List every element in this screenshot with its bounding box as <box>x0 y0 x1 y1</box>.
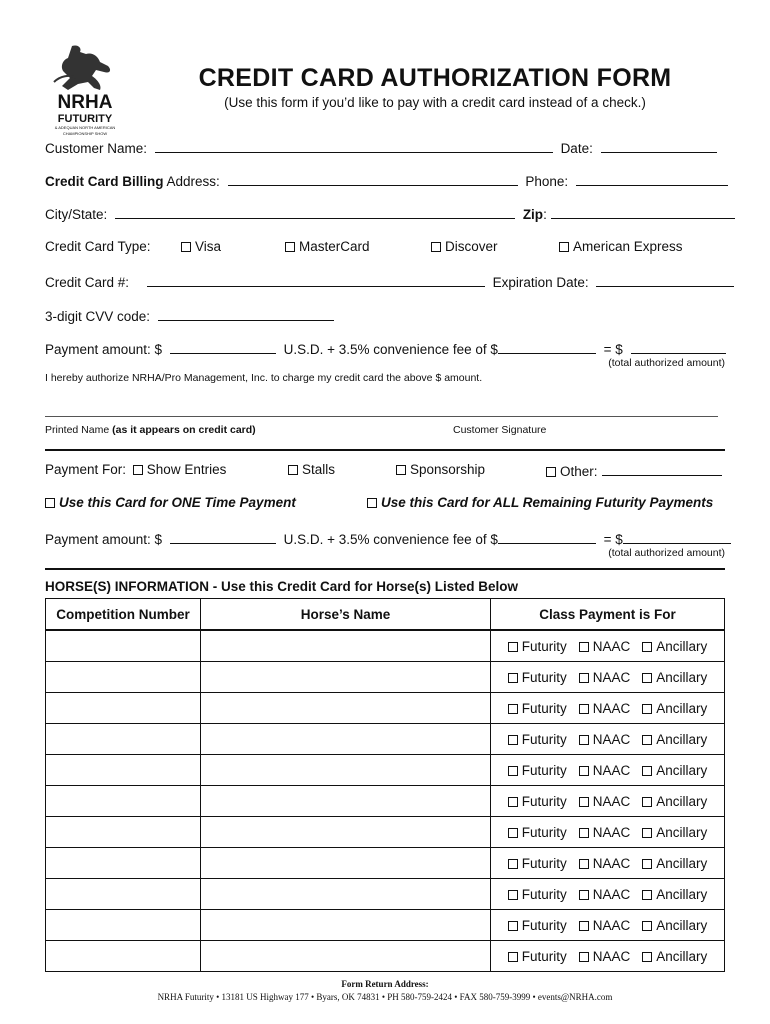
horse-name-cell[interactable] <box>201 630 491 662</box>
class-payment-cell <box>491 630 725 662</box>
table-row <box>46 724 725 755</box>
table-row <box>46 693 725 724</box>
footer-address: NRHA Futurity • 13181 US Highway 177 • Byars, OK 74831 • PH 580-759-2424 • FAX 580-759-3999 • events@NRHA.com <box>157 992 613 1002</box>
class-checkbox[interactable] <box>642 797 652 807</box>
billing-label-rest: Address: <box>163 174 220 189</box>
mastercard-checkbox[interactable] <box>285 242 295 252</box>
phone-label: Phone: <box>525 174 569 189</box>
payment-amount-field[interactable] <box>170 340 276 354</box>
competition-number-cell[interactable] <box>46 848 201 879</box>
competition-number-cell[interactable] <box>46 755 201 786</box>
class-option-ancillary[interactable]: Ancillary <box>642 949 707 964</box>
class-checkbox[interactable] <box>508 828 518 838</box>
city-state-label: City/State: <box>45 207 108 222</box>
expiration-label: Expiration Date: <box>492 275 589 290</box>
horse-info-heading: HORSE(S) INFORMATION - Use this Credit Card for Horse(s) Listed Below <box>45 579 519 594</box>
class-payment-cell <box>491 755 725 786</box>
payment-for-label: Payment For: <box>45 462 127 477</box>
class-checkbox[interactable] <box>508 642 518 652</box>
billing-address-field[interactable] <box>228 172 518 186</box>
footer-label: Form Return Address: <box>341 979 429 989</box>
card-use-row <box>45 495 725 510</box>
class-option-ancillary[interactable]: Ancillary <box>642 825 707 840</box>
class-checkbox[interactable] <box>642 673 652 683</box>
col-horse-name: Horse’s Name <box>201 599 491 631</box>
signature-line[interactable] <box>45 416 718 417</box>
class-payment-cell <box>491 941 725 972</box>
table-row <box>46 817 725 848</box>
table-row <box>46 879 725 910</box>
card-number-label: Credit Card #: <box>45 275 130 290</box>
cvv-row <box>45 307 725 324</box>
all-remaining-checkbox[interactable] <box>367 498 377 508</box>
payment-amount-row-1 <box>45 340 725 357</box>
class-checkbox[interactable] <box>642 952 652 962</box>
competition-number-cell[interactable] <box>46 817 201 848</box>
equals-label-2: = $ <box>603 532 623 547</box>
equals-label: = $ <box>603 342 623 357</box>
class-payment-cell <box>491 693 725 724</box>
class-option-futurity[interactable]: Futurity <box>508 825 567 840</box>
class-checkbox[interactable] <box>508 673 518 683</box>
class-payment-cell <box>491 786 725 817</box>
class-option-ancillary[interactable]: Ancillary <box>642 670 707 685</box>
fee-field[interactable] <box>498 340 596 354</box>
class-checkbox[interactable] <box>579 642 589 652</box>
class-payment-cell <box>491 662 725 693</box>
class-option-ancillary[interactable]: Ancillary <box>642 732 707 747</box>
class-checkbox[interactable] <box>642 642 652 652</box>
competition-number-cell[interactable] <box>46 630 201 662</box>
billing-label-bold: Credit Card Billing <box>45 174 164 189</box>
class-checkbox[interactable] <box>579 735 589 745</box>
col-competition-number: Competition Number <box>46 599 201 631</box>
amex-checkbox[interactable] <box>559 242 569 252</box>
table-row <box>46 848 725 879</box>
total-field-2[interactable] <box>623 530 731 544</box>
class-checkbox[interactable] <box>579 828 589 838</box>
horse-name-cell[interactable] <box>201 879 491 910</box>
class-option-naac[interactable]: NAAC <box>579 825 631 840</box>
horse-name-cell[interactable] <box>201 755 491 786</box>
amex-option[interactable]: American Express <box>559 239 683 254</box>
class-option-naac[interactable]: NAAC <box>579 732 631 747</box>
nrha-futurity-logo <box>42 42 128 138</box>
class-checkbox[interactable] <box>642 735 652 745</box>
class-checkbox[interactable] <box>508 797 518 807</box>
table-row <box>46 630 725 662</box>
table-row <box>46 941 725 972</box>
svg-text:FUTURITY: FUTURITY <box>57 113 113 125</box>
expiration-field[interactable] <box>596 273 734 287</box>
class-option-ancillary[interactable]: Ancillary <box>642 794 707 809</box>
horse-name-cell[interactable] <box>201 724 491 755</box>
sponsorship-option[interactable]: Sponsorship <box>396 462 485 477</box>
table-row <box>46 910 725 941</box>
payment-amount-label-2: Payment amount: $ <box>45 532 163 547</box>
class-option-futurity[interactable]: Futurity <box>508 918 567 933</box>
phone-field[interactable] <box>576 172 728 186</box>
visa-checkbox[interactable] <box>181 242 191 252</box>
payment-amount-row-2 <box>45 530 725 547</box>
table-row <box>46 662 725 693</box>
horse-name-cell[interactable] <box>201 693 491 724</box>
horse-name-cell[interactable] <box>201 941 491 972</box>
class-checkbox[interactable] <box>642 828 652 838</box>
payment-amount-label: Payment amount: $ <box>45 342 163 357</box>
stalls-checkbox[interactable] <box>288 465 298 475</box>
svg-text:NRHA: NRHA <box>57 92 113 113</box>
zip-colon: : <box>543 207 547 222</box>
class-option-futurity[interactable]: Futurity <box>508 732 567 747</box>
class-payment-cell <box>491 879 725 910</box>
class-option-futurity[interactable]: Futurity <box>508 949 567 964</box>
class-option-ancillary[interactable]: Ancillary <box>642 887 707 902</box>
class-option-ancillary[interactable]: Ancillary <box>642 763 707 778</box>
usd-fee-label: U.S.D. + 3.5% convenience fee of $ <box>283 342 498 357</box>
class-option-naac[interactable]: NAAC <box>579 887 631 902</box>
class-option-naac[interactable]: NAAC <box>579 856 631 871</box>
class-payment-cell <box>491 724 725 755</box>
class-checkbox[interactable] <box>579 952 589 962</box>
sponsorship-checkbox[interactable] <box>396 465 406 475</box>
show-entries-option[interactable]: Show Entries <box>133 462 227 477</box>
show-entries-checkbox[interactable] <box>133 465 143 475</box>
class-checkbox[interactable] <box>508 859 518 869</box>
class-checkbox[interactable] <box>579 890 589 900</box>
cvv-field[interactable] <box>158 307 334 321</box>
date-field[interactable] <box>601 139 717 153</box>
discover-checkbox[interactable] <box>431 242 441 252</box>
card-type-row <box>45 239 725 254</box>
class-option-ancillary[interactable]: Ancillary <box>642 918 707 933</box>
form-title: CREDIT CARD AUTHORIZATION FORM <box>198 64 672 92</box>
payment-for-row <box>45 462 725 477</box>
class-checkbox[interactable] <box>579 797 589 807</box>
table-row <box>46 755 725 786</box>
one-time-option[interactable]: Use this Card for ONE Time Payment <box>45 495 296 510</box>
usd-fee-label-2: U.S.D. + 3.5% convenience fee of $ <box>283 532 498 547</box>
class-checkbox[interactable] <box>642 766 652 776</box>
class-option-ancillary[interactable]: Ancillary <box>642 701 707 716</box>
class-checkbox[interactable] <box>508 704 518 714</box>
card-number-field[interactable] <box>147 273 485 287</box>
class-checkbox[interactable] <box>508 890 518 900</box>
city-state-field[interactable] <box>115 205 515 219</box>
class-option-futurity[interactable]: Futurity <box>508 639 567 654</box>
zip-field[interactable] <box>551 205 735 219</box>
class-checkbox[interactable] <box>508 735 518 745</box>
customer-signature-label: Customer Signature <box>453 424 547 436</box>
card-number-row <box>45 273 725 290</box>
competition-number-cell[interactable] <box>46 941 201 972</box>
class-checkbox[interactable] <box>579 673 589 683</box>
divider-1 <box>45 449 725 451</box>
class-checkbox[interactable] <box>642 704 652 714</box>
svg-text:& ADEQUAN NORTH AMERICAN: & ADEQUAN NORTH AMERICAN <box>54 125 116 130</box>
class-option-naac[interactable]: NAAC <box>579 670 631 685</box>
customer-name-label: Customer Name: <box>45 141 148 156</box>
competition-number-cell[interactable] <box>46 693 201 724</box>
class-checkbox[interactable] <box>508 952 518 962</box>
one-time-checkbox[interactable] <box>45 498 55 508</box>
customer-name-row <box>45 139 725 156</box>
competition-number-cell[interactable] <box>46 879 201 910</box>
class-option-naac[interactable]: NAAC <box>579 794 631 809</box>
customer-name-field[interactable] <box>155 139 553 153</box>
class-checkbox[interactable] <box>579 921 589 931</box>
class-payment-cell <box>491 817 725 848</box>
other-checkbox[interactable] <box>546 467 556 477</box>
horse-name-cell[interactable] <box>201 817 491 848</box>
payment-amount-field-2[interactable] <box>170 530 276 544</box>
class-option-ancillary[interactable]: Ancillary <box>642 639 707 654</box>
class-option-naac[interactable]: NAAC <box>579 763 631 778</box>
visa-option[interactable]: Visa <box>181 239 221 254</box>
horse-name-cell[interactable] <box>201 662 491 693</box>
class-option-naac[interactable]: NAAC <box>579 701 631 716</box>
class-option-naac[interactable]: NAAC <box>579 918 631 933</box>
zip-label: Zip <box>522 207 544 222</box>
total-note-1: (total authorized amount) <box>608 357 725 369</box>
competition-number-cell[interactable] <box>46 910 201 941</box>
discover-option[interactable]: Discover <box>431 239 498 254</box>
mastercard-option[interactable]: MasterCard <box>285 239 370 254</box>
class-option-ancillary[interactable]: Ancillary <box>642 856 707 871</box>
class-option-futurity[interactable]: Futurity <box>508 670 567 685</box>
class-option-futurity[interactable]: Futurity <box>508 794 567 809</box>
all-remaining-option[interactable]: Use this Card for ALL Remaining Futurity Payments <box>367 495 713 510</box>
horse-table <box>45 598 725 972</box>
horse-name-cell[interactable] <box>201 910 491 941</box>
total-field[interactable] <box>631 340 726 354</box>
class-payment-cell <box>491 848 725 879</box>
class-checkbox[interactable] <box>579 859 589 869</box>
svg-text:CHAMPIONSHIP SHOW: CHAMPIONSHIP SHOW <box>62 131 108 136</box>
card-type-label: Credit Card Type: <box>45 239 151 254</box>
fee-field-2[interactable] <box>498 530 596 544</box>
class-payment-cell <box>491 910 725 941</box>
class-option-futurity[interactable]: Futurity <box>508 856 567 871</box>
billing-address-row <box>45 172 725 189</box>
class-option-futurity[interactable]: Futurity <box>508 763 567 778</box>
class-option-futurity[interactable]: Futurity <box>508 887 567 902</box>
class-option-naac[interactable]: NAAC <box>579 639 631 654</box>
date-label: Date: <box>560 141 593 156</box>
printed-name-label: Printed Name (as it appears on credit card) <box>45 424 256 436</box>
authorization-text: I hereby authorize NRHA/Pro Management, Inc. to charge my credit card the above $ amount. <box>45 372 483 384</box>
class-checkbox[interactable] <box>579 766 589 776</box>
total-note-2: (total authorized amount) <box>608 547 725 559</box>
class-checkbox[interactable] <box>642 921 652 931</box>
col-class-payment: Class Payment is For <box>491 599 725 631</box>
other-option[interactable]: Other: <box>546 462 722 479</box>
class-checkbox[interactable] <box>508 921 518 931</box>
class-checkbox[interactable] <box>579 704 589 714</box>
class-option-naac[interactable]: NAAC <box>579 949 631 964</box>
table-row <box>46 786 725 817</box>
class-checkbox[interactable] <box>642 859 652 869</box>
class-option-futurity[interactable]: Futurity <box>508 701 567 716</box>
stalls-option[interactable]: Stalls <box>288 462 335 477</box>
horse-name-cell[interactable] <box>201 848 491 879</box>
class-checkbox[interactable] <box>508 766 518 776</box>
other-field[interactable] <box>602 462 722 476</box>
class-checkbox[interactable] <box>642 890 652 900</box>
horse-name-cell[interactable] <box>201 786 491 817</box>
city-state-row <box>45 205 725 222</box>
horse-table-header <box>46 599 725 631</box>
divider-2 <box>45 568 725 570</box>
competition-number-cell[interactable] <box>46 724 201 755</box>
form-subtitle: (Use this form if you’d like to pay with a credit card instead of a check.) <box>224 95 646 110</box>
cvv-label: 3-digit CVV code: <box>45 309 151 324</box>
competition-number-cell[interactable] <box>46 786 201 817</box>
competition-number-cell[interactable] <box>46 662 201 693</box>
